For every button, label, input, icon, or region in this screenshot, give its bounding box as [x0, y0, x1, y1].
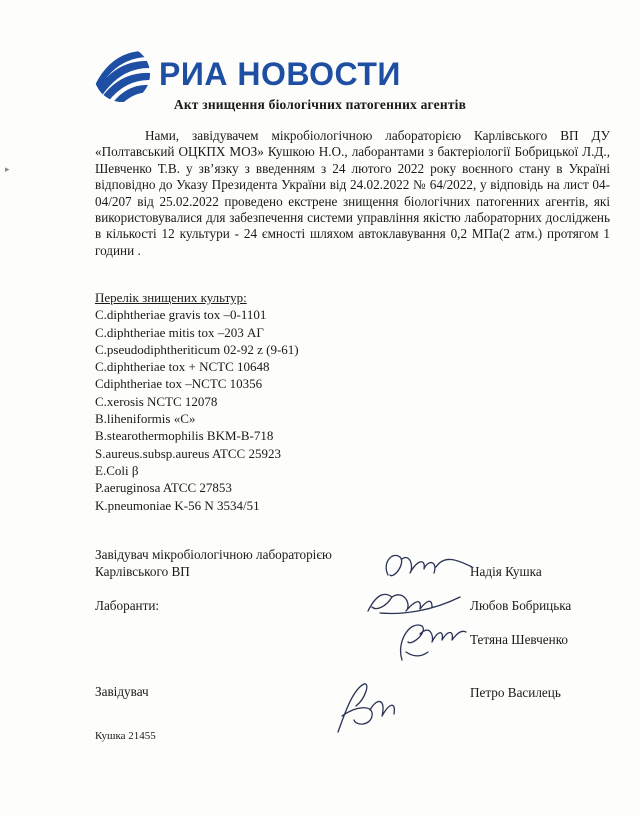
head-lab-name: Надія Кушка [470, 564, 542, 579]
act-body-paragraph [95, 128, 610, 259]
culture-item: E.Coli β [95, 462, 139, 478]
culture-item: Cdiphtheriae tox –NCTC 10356 [95, 376, 263, 392]
document-title: Акт знищення біологічних патогенних агентів [173, 97, 467, 112]
signature-shevchenko-drawing [392, 612, 470, 668]
signature-kushka-drawing [376, 545, 476, 587]
margin-mark: ▸ [5, 164, 10, 174]
culture-item: S.aureus.subsp.aureus ATCC 25923 [95, 445, 281, 461]
head-lab-position-line-1: Завідувач мікробіологічною лабораторією [95, 547, 332, 562]
lab-assistants-label: Лаборанти: [95, 598, 160, 613]
culture-item: C.diphtheriae tox + NCTC 10648 [95, 359, 270, 375]
document-footer: Кушка 21455 [95, 730, 156, 742]
culture-item: C.xerosis NCTC 12078 [95, 393, 218, 409]
ria-globe-icon [93, 45, 151, 103]
culture-item: K.pneumoniae K-56 N 3534/51 [95, 497, 260, 513]
director-name: Петро Василець [470, 685, 561, 700]
lab-assistant-name-2: Тетяна Шевченко [470, 632, 569, 647]
ria-logo [93, 44, 401, 104]
signature-vasylets-drawing [330, 676, 402, 736]
culture-item: P.aeruginosa ATCC 27853 [95, 480, 232, 496]
logo-text: РИА НОВОСТИ [159, 55, 401, 92]
director-position: Завідувач [95, 684, 149, 699]
culture-item: C.diphtheriae gravis tox –0-1101 [95, 307, 267, 323]
culture-item: C.diphtheriae mitis tox –203 АГ [95, 324, 264, 340]
head-lab-position-line-2: Карлівського ВП [95, 564, 190, 579]
culture-item: C.pseudodiphtheriticum 02-92 z (9-61) [95, 341, 299, 357]
culture-item: B.liheniformis «C» [95, 411, 196, 427]
head-lab-position [95, 546, 332, 580]
cultures-list [95, 289, 299, 514]
cultures-list-heading: Перелік знищених культур: [95, 290, 247, 305]
act-body-text: Нами, завідувачем мікробіологічною лабораторією Карлівського ВП ДУ «Полтавський ОЦКПХ МОЗ» Кушкою Н.О., лаборантами з бактеріології Бобрицької Л.Д., Шевченко Т.В. у зв’язку з введенням з 24 лютого 2022 року воєнного стану в Україні відповідно до Указу Президента України від 24.02.2022 № 64/2022, у відповідь на лист 04-04/207 від 25.02.2022 проведено екстрене знищення біологічних патогенних агентів, які використовувалися для забезпечення системи управління якістю лабораторних досліджень в кількості 12 культури - 24 ємності шляхом автоклавування 0,2 МПа(2 атм.) протягом 1 години . [95, 128, 610, 258]
lab-assistant-name-1: Любов Бобрицька [470, 598, 572, 613]
culture-item: B.stearothermophilis BKM-B-718 [95, 428, 274, 444]
